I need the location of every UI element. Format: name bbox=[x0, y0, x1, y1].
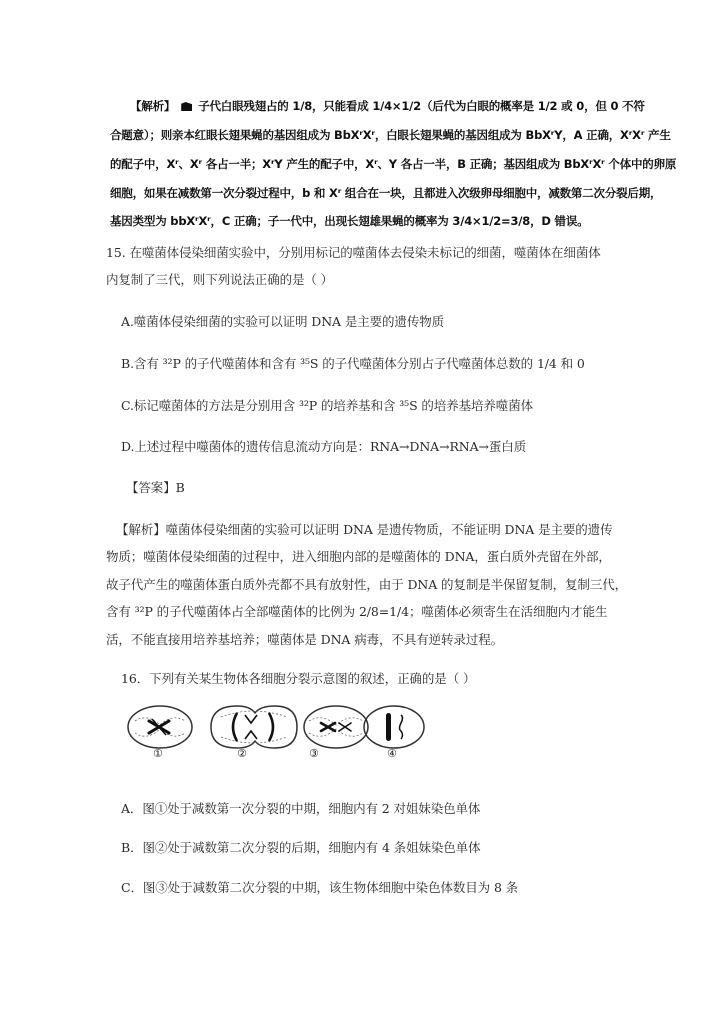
cell-figure-4 bbox=[364, 706, 424, 748]
q15-option-d: D.上述过程中噬菌体的遗传信息流动方向是：RNA→DNA→RNA→蛋白质 bbox=[121, 439, 527, 454]
q15-stem-line-1: 15. 在噬菌体侵染细菌实验中，分别用标记的噬菌体去侵染未标记的细菌，噬菌体在细菌体 bbox=[106, 245, 601, 260]
cell-division-diagram bbox=[125, 701, 425, 761]
q15-option-b: B.含有 ³²P 的子代噬菌体和含有 ³⁵S 的子代噬菌体分别占子代噬菌体总数的 1/4 和 0 bbox=[121, 356, 585, 371]
prev-analysis-line-4: 细胞，如果在减数第一次分裂过程中，b 和 Xʳ 组合在一块，且都进入次级卵母细胞中，减数第二次分裂后期， bbox=[110, 186, 662, 200]
q15-option-c: C.标记噬菌体的方法是分别用含 ³²P 的培养基和含 ³⁵S 的培养基培养噬菌体 bbox=[121, 398, 534, 413]
q15-answer: 【答案】B bbox=[126, 480, 185, 495]
q15-analysis-line-5: 活，不能直接用培养基培养；噬菌体是 DNA 病毒，不具有逆转录过程。 bbox=[106, 632, 504, 647]
q15-analysis-line-1: 【解析】噬菌体侵染细菌的实验可以证明 DNA 是遗传物质，不能证明 DNA 是主要的遗传 bbox=[116, 522, 613, 537]
prev-analysis-line-1: 【解析】 子代白眼残翅占的 1/8，只能看成 1/4×1/2（后代为白眼的概率是 1/2 或 0，但 0 不符 bbox=[130, 99, 645, 113]
cell-figure-2 bbox=[211, 706, 297, 748]
prev-analysis-tag: 【解析】 bbox=[130, 99, 176, 113]
figure-label-3: ③ bbox=[309, 747, 319, 760]
q16-stem: 16．下列有关某生物体各细胞分裂示意图的叙述，正确的是（ ） bbox=[121, 671, 476, 686]
q15-analysis-line-4: 含有 ³²P 的子代噬菌体占全部噬菌体的比例为 2/8=1/4；噬菌体必须寄生在活细胞内才能生 bbox=[106, 604, 608, 619]
q15-option-a: A.噬菌体侵染细菌的实验可以证明 DNA 是主要的遗传物质 bbox=[121, 314, 445, 329]
prev-analysis-line-3: 的配子中，Xʳ、Xʳ 各占一半；XʳY 产生的配子中，Xʳ、Y 各占一半，B 正确；基因组成为 BbXʳXʳ 个体中的卵原 bbox=[110, 157, 677, 171]
q15-analysis-line-3: 故子代产生的噬菌体蛋白质外壳都不具有放射性，由于 DNA 的复制是半保留复制，复制三代， bbox=[106, 577, 628, 592]
cell-figure-1 bbox=[128, 706, 192, 748]
q15-stem-line-2: 内复制了三代，则下列说法正确的是（ ） bbox=[106, 272, 334, 287]
q15-analysis-line-2: 物质；噬菌体侵染细菌的过程中，进入细胞内部的是噬菌体的 DNA，蛋白质外壳留在外部， bbox=[106, 549, 611, 564]
q16-option-b: B．图②处于减数第二次分裂的后期，细胞内有 4 条姐妹染色单体 bbox=[121, 840, 481, 855]
prev-analysis-line-5: 基因类型为 bbXʳXʳ，C 正确；子一代中，出现长翅雄果蝇的概率为 3/4×1/2=3/8，D 错误。 bbox=[110, 214, 589, 228]
figure-label-4: ④ bbox=[387, 747, 397, 760]
q16-option-c: C．图③处于减数第二次分裂的中期，该生物体细胞中染色体数目为 8 条 bbox=[121, 880, 519, 895]
figure-label-2: ② bbox=[237, 747, 247, 760]
cell-figure-3 bbox=[304, 706, 368, 748]
q15-analysis-tag: 【解析】 bbox=[116, 522, 166, 537]
figure-label-1: ① bbox=[153, 747, 163, 760]
prev-analysis-line-2: 合题意）；则亲本红眼长翅果蝇的基因组成为 BbXʳXʳ，白眼长翅果蝇的基因组成为 BbXʳY，A 正确，XʳXʳ 产生 bbox=[110, 128, 671, 142]
q16-option-a: A．图①处于减数第一次分裂的中期，细胞内有 2 对姐妹染色单体 bbox=[121, 801, 481, 816]
flag-icon bbox=[181, 102, 192, 111]
cell-division-figures bbox=[125, 701, 425, 761]
